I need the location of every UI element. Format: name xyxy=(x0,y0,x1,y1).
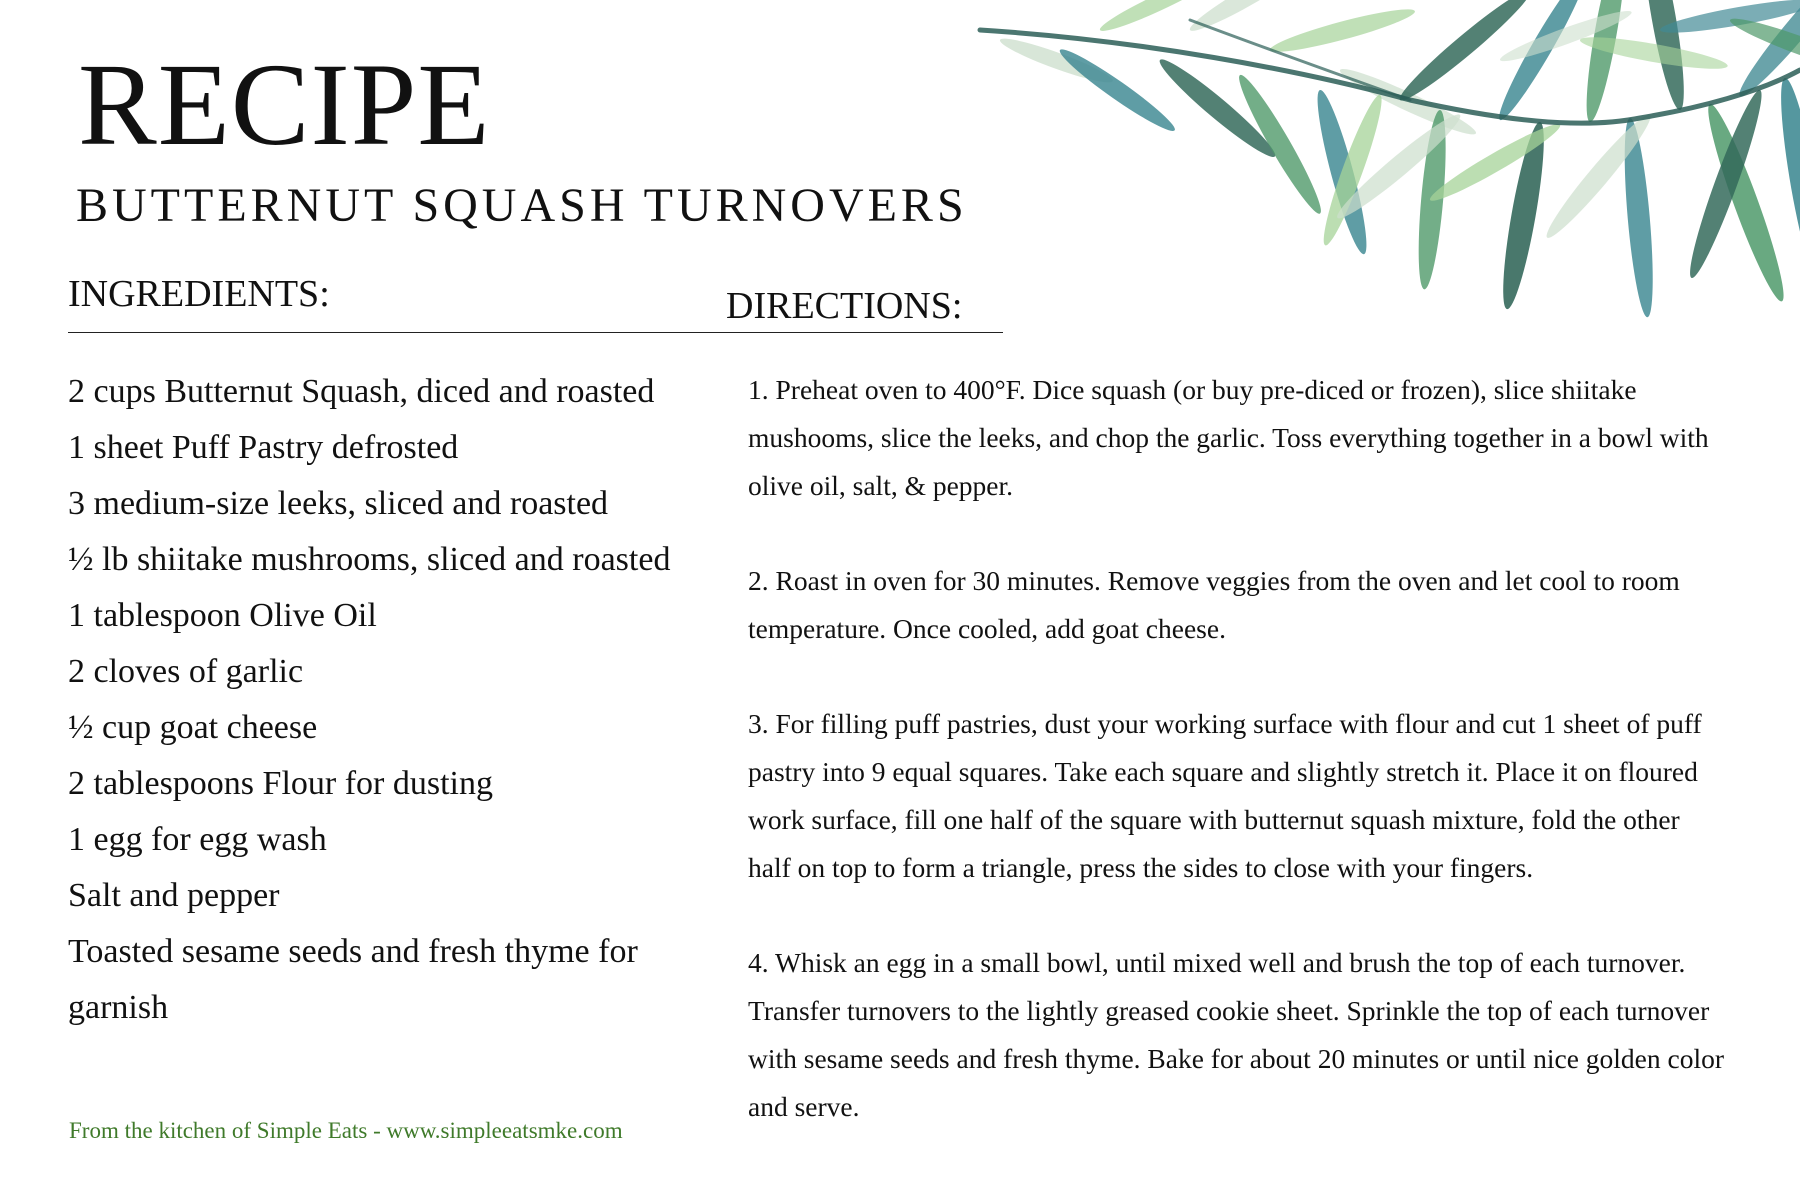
direction-step: 1. Preheat oven to 400°F. Dice squash (or buy pre-diced or frozen), slice shiitake mushooms, slice the leeks, and chop the garlic. Toss everything together in a bowl with olive oil, salt, & pepper. xyxy=(748,374,1709,501)
ingredient-item: 1 egg for egg wash xyxy=(68,821,327,858)
ingredient-item: 2 tablespoons Flour for dusting xyxy=(68,765,493,802)
heading-divider xyxy=(68,332,1003,333)
leaf-shape xyxy=(1231,70,1328,219)
olive-branch-illustration xyxy=(940,0,1800,400)
direction-step: 3. For filling puff pastries, dust your working surface with flour and cut 1 sheet of puff pastry into 9 equal squares. Take each square and slightly stretch it. Place it on floured work surface, fill one half of the square with butternut squash mixture, fold the other half on top to form a triangle, press the sides to close with your fingers. xyxy=(748,708,1702,883)
ingredient-item: Toasted sesame seeds and fresh thyme for garnish xyxy=(68,933,638,1026)
leaf-shape xyxy=(1055,43,1180,138)
ingredient-item: Salt and pepper xyxy=(68,877,280,914)
directions-list xyxy=(748,366,1728,1178)
ingredient-item: 2 cups Butternut Squash, diced and roasted xyxy=(68,373,655,410)
kitchen-credit: From the kitchen of Simple Eats - www.simpleeatsmke.com xyxy=(69,1118,623,1143)
recipe-name: BUTTERNUT SQUASH TURNOVERS xyxy=(76,179,968,232)
ingredient-item: 1 tablespoon Olive Oil xyxy=(68,597,377,634)
leaf-shape xyxy=(1186,0,1316,38)
ingredient-item: 1 sheet Puff Pastry defrosted xyxy=(68,429,459,466)
ingredient-item: 2 cloves of garlic xyxy=(68,653,304,690)
directions-heading: DIRECTIONS: xyxy=(726,285,963,327)
direction-step: 2. Roast in oven for 30 minutes. Remove veggies from the oven and let cool to room temperature. Once cooled, add goat cheese. xyxy=(748,565,1680,644)
ingredient-item: ½ lb shiitake mushrooms, sliced and roasted xyxy=(68,541,671,578)
ingredient-item: ½ cup goat cheese xyxy=(68,709,318,746)
ingredients-heading: INGREDIENTS: xyxy=(68,273,330,315)
leaf-shape xyxy=(1268,2,1418,58)
ingredients-list xyxy=(68,364,728,1036)
ingredient-item: 3 medium-size leeks, sliced and roasted xyxy=(68,485,609,522)
recipe-title: RECIPE xyxy=(78,39,491,170)
direction-step: 4. Whisk an egg in a small bowl, until mixed well and brush the top of each turnover. Transfer turnovers to the lightly greased cookie sheet. Sprinkle the top of each turnover with sesame seeds and fresh thyme. Bake for about 20 minutes or until nice golden color and serve. xyxy=(748,947,1725,1122)
